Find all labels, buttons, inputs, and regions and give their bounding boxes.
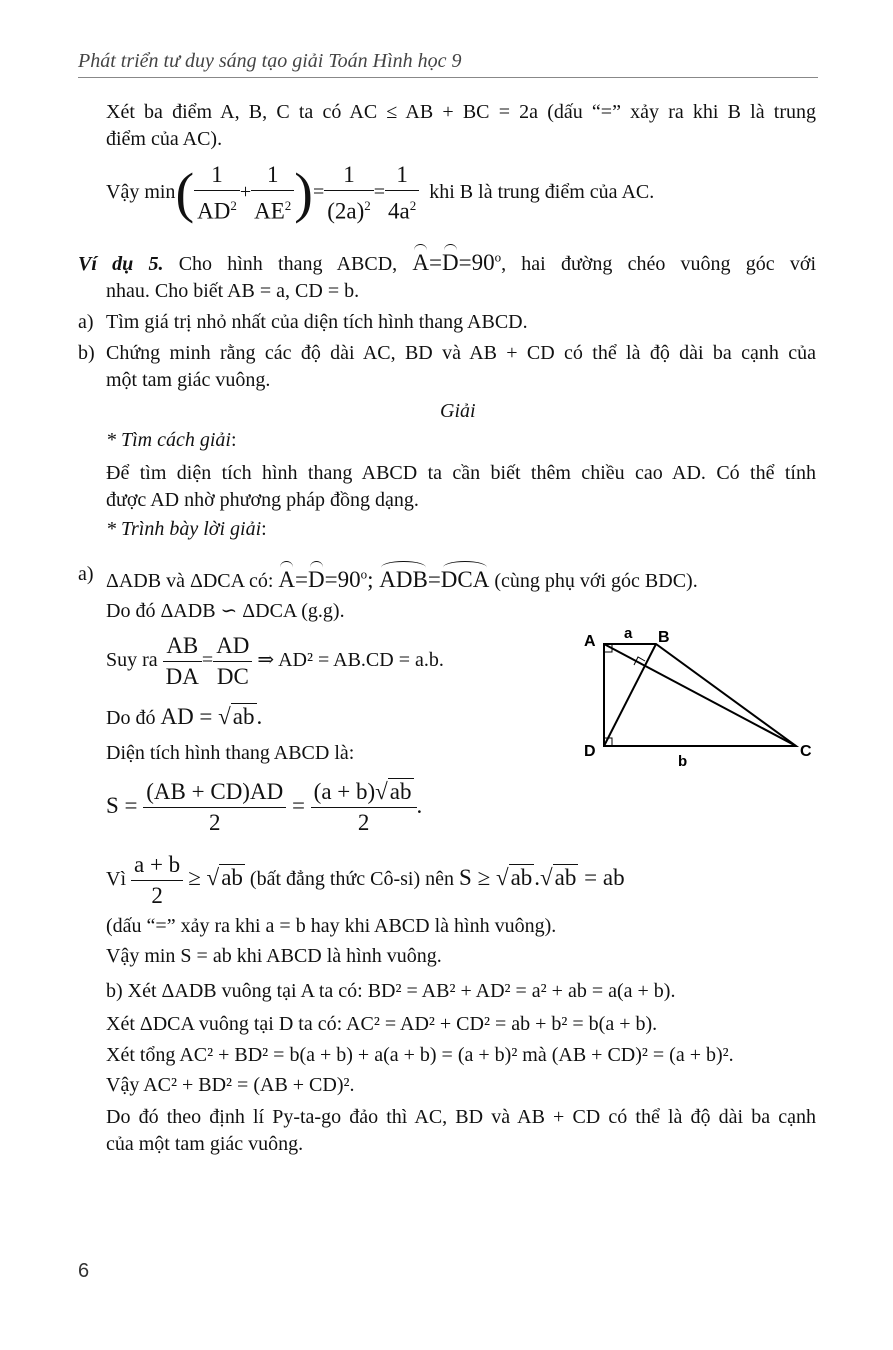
intro-line-1: Xét ba điểm A, B, C ta có AC ≤ AB + BC = 2a (dấu “=” xảy ra khi B là trung (106, 101, 816, 123)
part-b-line-1: b) Xét ΔADB vuông tại A ta có: BD² = AB² + AD² = a² + ab = a(a + b). (106, 980, 676, 1002)
question-a-mark: a) (78, 311, 94, 333)
present-label: * Trình bày lời giải (106, 518, 262, 540)
min-prefix: Vậy min (106, 181, 176, 203)
part-a-line-3: Suy ra $\frac{AB}{DA}$ = $\frac{AD}{DC}$ ⇒ AD² = AB.CD = a.b. (106, 632, 444, 689)
part-a-line-1: ΔADB và ΔDCA có: $A=D=90^o$; ADB=DCA (cùng phụ với góc BDC). (106, 561, 698, 594)
label-c: C (800, 743, 812, 760)
label-a: A (584, 633, 596, 650)
example-line-2: nhau. Cho biết AB = a, CD = b. (106, 280, 360, 302)
trapezoid-figure (578, 622, 818, 772)
part-a-line-9: Vậy min S = ab khi ABCD là hình vuông. (106, 945, 442, 967)
part-a-mark: a) (78, 563, 94, 585)
find-line-1: Để tìm diện tích hình thang ABCD ta cần biết thêm chiều cao AD. Có thể tính (106, 462, 816, 484)
area-formula: S = $\frac{(AB + CD)AD}{2}$ = $\frac{(a + b)√ab}{2}$ . (106, 779, 423, 836)
part-a-line-7: Vì $\frac{a + b}{2}$ ≥ √ab (bất đẳng thức Cô-si) nên S ≥ √ab.√ab = ab (106, 851, 625, 908)
question-a: Tìm giá trị nhỏ nhất của diện tích hình thang ABCD. (106, 311, 528, 333)
part-b-line-6: của một tam giác vuông. (106, 1133, 304, 1155)
part-b-line-2: Xét ΔDCA vuông tại D ta có: AC² = AD² + CD² = ab + b² = b(a + b). (106, 1013, 658, 1035)
min-suffix: khi B là trung điểm của AC. (429, 181, 655, 203)
question-b-1: Chứng minh rằng các độ dài AC, BD và AB + CD có thể là độ dài ba cạnh của (106, 342, 816, 364)
part-b-line-5: Do đó theo định lí Py-ta-go đảo thì AC, BD và AB + CD có thể là độ dài ba cạnh (106, 1106, 816, 1128)
find-line-2: được AD nhờ phương pháp đồng dạng. (106, 489, 419, 511)
example-line-1a: Cho hình thang ABCD, (178, 253, 398, 275)
label-d: D (584, 743, 596, 760)
example-label: Ví dụ 5. (78, 253, 164, 275)
example-line-1: Ví dụ 5. Cho hình thang ABCD, $A=D=90^o$, hai đường chéo vuông góc với (78, 244, 816, 277)
label-b: B (658, 629, 670, 646)
solution-title: Giải (440, 400, 476, 422)
part-b-line-3: Xét tổng AC² + BD² = b(a + b) + a(a + b) = (a + b)² mà (AB + CD)² = (a + b)². (106, 1044, 734, 1066)
header-divider (78, 77, 818, 78)
question-b-mark: b) (78, 342, 95, 364)
running-header: Phát triển tư duy sáng tạo giải Toán Hình học 9 (78, 50, 462, 72)
example-line-1b: , hai đường chéo vuông góc với (501, 253, 816, 275)
page-number: 6 (78, 1260, 90, 1282)
min-formula: Vậy min( $\frac{1}{AD^2}$ + $\frac{1}{AE^2}$ )= $\frac{1}{(2a)^2}$ = $\frac{1}{4a^2}$ khi B là trung điểm của AC. (106, 162, 655, 225)
label-side-a: a (624, 625, 633, 642)
label-side-b: b (678, 753, 688, 770)
question-b-2: một tam giác vuông. (106, 369, 271, 391)
find-label: * Tìm cách giải (106, 429, 231, 451)
part-b-line-4: Vậy AC² + BD² = (AB + CD)². (106, 1074, 355, 1096)
part-a-line-2: Do đó ΔADB ∽ ΔDCA (g.g). (106, 600, 345, 622)
diagonal-ac (604, 644, 796, 746)
diagonal-bd (604, 644, 656, 746)
part-a-line-5: Diện tích hình thang ABCD là: (106, 742, 355, 764)
intro-line-2: điểm của AC). (106, 128, 223, 150)
part-a-line-8: (dấu “=” xảy ra khi a = b hay khi ABCD là hình vuông). (106, 915, 557, 937)
part-a-line-4: Do đó AD = √ab. (106, 704, 263, 729)
